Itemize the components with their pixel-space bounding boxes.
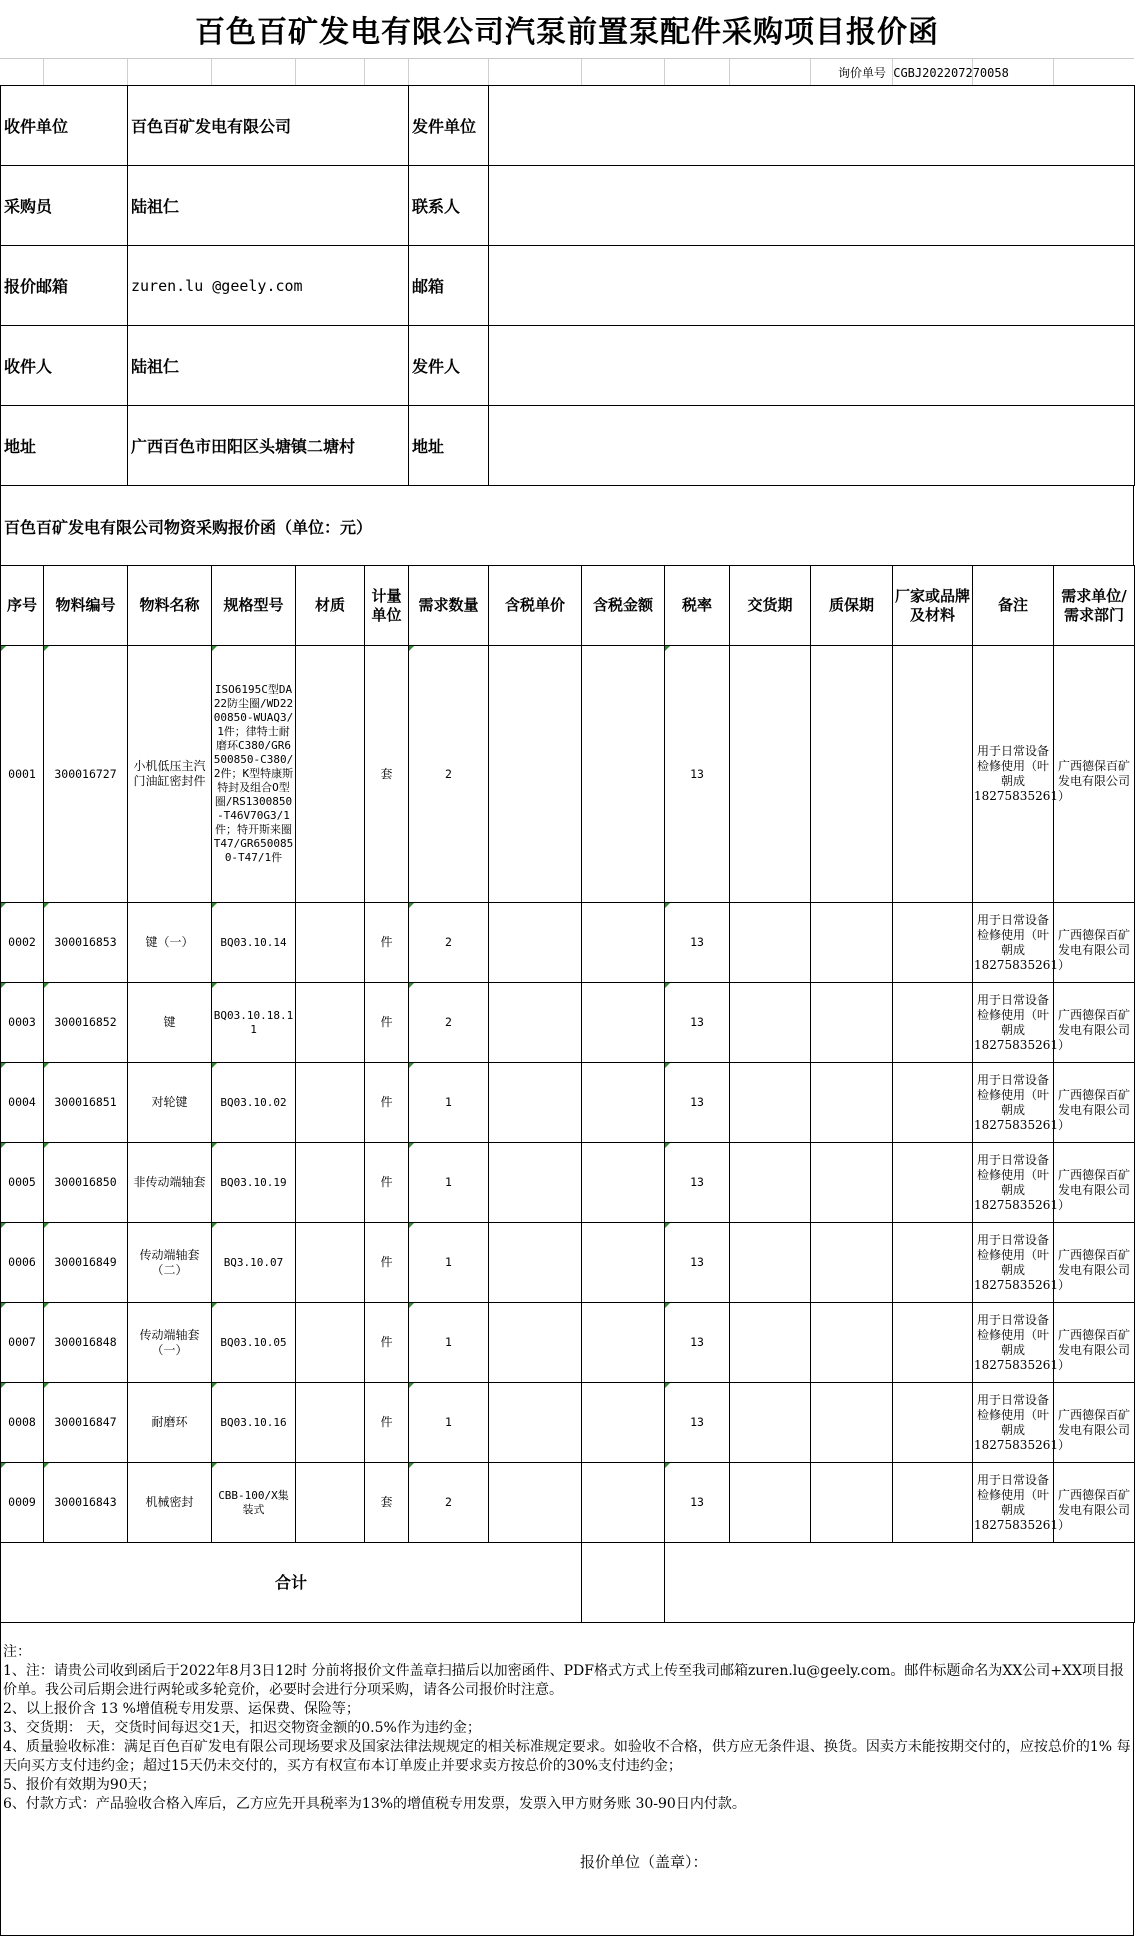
row-qty: 1 — [409, 1303, 489, 1383]
row-no: 0009 — [1, 1463, 44, 1543]
row-name: 键 — [128, 983, 212, 1063]
row-name: 非传动端轴套 — [128, 1143, 212, 1223]
row-unit: 套 — [365, 1463, 409, 1543]
col-header-tax: 税率 — [665, 566, 730, 646]
row-tax: 13 — [665, 983, 730, 1063]
row-amount[interactable] — [582, 1303, 665, 1383]
row-material[interactable] — [296, 1223, 365, 1303]
grid-line — [295, 59, 296, 85]
row-warranty[interactable] — [811, 1223, 893, 1303]
email-value[interactable] — [489, 246, 1135, 326]
row-no: 0006 — [1, 1223, 44, 1303]
table-header-row — [1, 566, 1135, 646]
row-remark: 用于日常设备检修使用（叶朝成18275835261） — [973, 1303, 1054, 1383]
grid-line — [488, 59, 489, 85]
row-material[interactable] — [296, 1463, 365, 1543]
row-spec: CBB-100/X集装式 — [212, 1463, 296, 1543]
row-tax: 13 — [665, 1303, 730, 1383]
row-remark: 用于日常设备检修使用（叶朝成18275835261） — [973, 1463, 1054, 1543]
row-amount[interactable] — [582, 1063, 665, 1143]
row-delivery[interactable] — [730, 1063, 811, 1143]
row-warranty[interactable] — [811, 903, 893, 983]
row-price[interactable] — [489, 1063, 582, 1143]
row-warranty[interactable] — [811, 646, 893, 903]
table-row — [1, 1303, 1135, 1383]
row-remark: 用于日常设备检修使用（叶朝成18275835261） — [973, 1063, 1054, 1143]
row-brand[interactable] — [893, 903, 973, 983]
row-unit: 件 — [365, 903, 409, 983]
row-price[interactable] — [489, 1223, 582, 1303]
row-price[interactable] — [489, 1383, 582, 1463]
address-value[interactable]: 广西百色市田阳区头塘镇二塘村 — [128, 406, 409, 486]
row-unit: 件 — [365, 1143, 409, 1223]
row-price[interactable] — [489, 903, 582, 983]
row-unit: 套 — [365, 646, 409, 903]
row-name: 传动端轴套（一） — [128, 1303, 212, 1383]
grid-line — [364, 59, 365, 85]
row-tax: 13 — [665, 1463, 730, 1543]
row-material[interactable] — [296, 1383, 365, 1463]
info-row — [1, 86, 1135, 166]
row-warranty[interactable] — [811, 1383, 893, 1463]
row-qty: 2 — [409, 903, 489, 983]
sender-unit-label: 发件单位 — [409, 86, 489, 166]
terms-notes — [0, 1623, 1134, 1936]
row-spec: BQ03.10.02 — [212, 1063, 296, 1143]
row-delivery[interactable] — [730, 646, 811, 903]
info-row — [1, 326, 1135, 406]
row-delivery[interactable] — [730, 1383, 811, 1463]
table-row — [1, 903, 1135, 983]
row-material[interactable] — [296, 1143, 365, 1223]
grid-line — [729, 59, 730, 85]
sender-unit-value[interactable] — [489, 86, 1135, 166]
receiver-unit-label: 收件单位 — [1, 86, 128, 166]
row-code: 300016727 — [44, 646, 128, 903]
col-header-no: 序号 — [1, 566, 44, 646]
row-price[interactable] — [489, 983, 582, 1063]
row-brand[interactable] — [893, 1223, 973, 1303]
row-material[interactable] — [296, 983, 365, 1063]
row-amount[interactable] — [582, 1223, 665, 1303]
row-code: 300016843 — [44, 1463, 128, 1543]
table-row — [1, 983, 1135, 1063]
grid-line — [581, 59, 582, 85]
row-code: 300016847 — [44, 1383, 128, 1463]
row-name: 耐磨环 — [128, 1383, 212, 1463]
row-brand[interactable] — [893, 1303, 973, 1383]
row-qty: 1 — [409, 1383, 489, 1463]
row-code: 300016853 — [44, 903, 128, 983]
row-code: 300016848 — [44, 1303, 128, 1383]
row-dept: 广西德保百矿发电有限公司 — [1054, 1223, 1135, 1303]
col-header-brand: 厂家或品牌及材料 — [893, 566, 973, 646]
row-name: 键（一） — [128, 903, 212, 983]
row-dept: 广西德保百矿发电有限公司 — [1054, 1063, 1135, 1143]
section-subtitle-row — [0, 485, 1134, 565]
row-dept: 广西德保百矿发电有限公司 — [1054, 903, 1135, 983]
row-delivery[interactable] — [730, 903, 811, 983]
total-amount[interactable] — [582, 1543, 665, 1623]
row-dept: 广西德保百矿发电有限公司 — [1054, 983, 1135, 1063]
row-amount[interactable] — [582, 1463, 665, 1543]
row-no: 0001 — [1, 646, 44, 903]
row-tax: 13 — [665, 903, 730, 983]
grid-line — [408, 59, 409, 85]
note-line-2: 2、以上报价含 13 %增值税专用发票、运保费、保险等； — [3, 1701, 360, 1717]
buyer-label: 采购员 — [1, 166, 128, 246]
row-code: 300016850 — [44, 1143, 128, 1223]
note-line-4: 4、质量验收标准：满足百色百矿发电有限公司现场要求及国家法律法规规定的相关标准规定要求。如验收不合格，供方应无条件退、换货。因卖方未能按期交付的，应按总价的1% 每天向买方支付违约金；超过15天仍未交付的，买方有权宣布本订单废止并要求卖方按总价的30%支付违约金； — [3, 1739, 1131, 1774]
row-qty: 1 — [409, 1063, 489, 1143]
items-table — [0, 565, 1135, 1623]
table-row — [1, 1223, 1135, 1303]
row-name: 机械密封 — [128, 1463, 212, 1543]
recipient-value[interactable]: 陆祖仁 — [128, 326, 409, 406]
col-header-qty: 需求数量 — [409, 566, 489, 646]
row-code: 300016852 — [44, 983, 128, 1063]
grid-line — [127, 59, 128, 85]
row-brand[interactable] — [893, 1463, 973, 1543]
contact-label: 联系人 — [409, 166, 489, 246]
row-material[interactable] — [296, 903, 365, 983]
row-qty: 1 — [409, 1223, 489, 1303]
row-material[interactable] — [296, 1063, 365, 1143]
row-dept: 广西德保百矿发电有限公司 — [1054, 646, 1135, 903]
row-amount[interactable] — [582, 1143, 665, 1223]
row-unit: 件 — [365, 1063, 409, 1143]
quote-email-value[interactable]: zuren.lu @geely.com — [128, 246, 409, 326]
row-qty: 2 — [409, 1463, 489, 1543]
row-delivery[interactable] — [730, 1143, 811, 1223]
row-brand[interactable] — [893, 983, 973, 1063]
row-unit: 件 — [365, 1303, 409, 1383]
table-row — [1, 1063, 1135, 1143]
col-header-spec: 规格型号 — [212, 566, 296, 646]
row-remark: 用于日常设备检修使用（叶朝成18275835261） — [973, 903, 1054, 983]
notes-heading: 注： — [3, 1644, 31, 1660]
row-tax: 13 — [665, 1143, 730, 1223]
row-brand[interactable] — [893, 1063, 973, 1143]
row-material[interactable] — [296, 646, 365, 903]
row-amount[interactable] — [582, 983, 665, 1063]
note-line-6: 6、付款方式：产品验收合格入库后，乙方应先开具税率为13%的增值税专用发票，发票入甲方财务账 30-90日内付款。 — [3, 1796, 746, 1812]
row-remark: 用于日常设备检修使用（叶朝成18275835261） — [973, 1143, 1054, 1223]
sender-value[interactable] — [489, 326, 1135, 406]
receiver-unit-value[interactable]: 百色百矿发电有限公司 — [128, 86, 409, 166]
row-delivery[interactable] — [730, 983, 811, 1063]
row-price[interactable] — [489, 646, 582, 903]
row-amount[interactable] — [582, 903, 665, 983]
row-remark: 用于日常设备检修使用（叶朝成18275835261） — [973, 646, 1054, 903]
table-row — [1, 1143, 1135, 1223]
row-spec: BQ3.10.07 — [212, 1223, 296, 1303]
row-qty: 1 — [409, 1143, 489, 1223]
section-subtitle: 百色百矿发电有限公司物资采购报价函（单位：元） — [4, 518, 373, 537]
col-header-delivery: 交货期 — [730, 566, 811, 646]
row-code: 300016851 — [44, 1063, 128, 1143]
row-spec: BQ03.10.05 — [212, 1303, 296, 1383]
row-remark: 用于日常设备检修使用（叶朝成18275835261） — [973, 1223, 1054, 1303]
row-qty: 2 — [409, 983, 489, 1063]
row-name: 传动端轴套（二） — [128, 1223, 212, 1303]
col-header-warranty: 质保期 — [811, 566, 893, 646]
row-warranty[interactable] — [811, 1063, 893, 1143]
row-remark: 用于日常设备检修使用（叶朝成18275835261） — [973, 983, 1054, 1063]
col-header-amount: 含税金额 — [582, 566, 665, 646]
document-title: 百色百矿发电有限公司汽泵前置泵配件采购项目报价函 — [0, 0, 1134, 59]
row-code: 300016849 — [44, 1223, 128, 1303]
row-dept: 广西德保百矿发电有限公司 — [1054, 1303, 1135, 1383]
row-no: 0003 — [1, 983, 44, 1063]
table-row — [1, 646, 1135, 903]
row-spec: BQ03.10.18.11 — [212, 983, 296, 1063]
recipient-label: 收件人 — [1, 326, 128, 406]
buyer-value[interactable]: 陆祖仁 — [128, 166, 409, 246]
row-delivery[interactable] — [730, 1463, 811, 1543]
inquiry-row — [0, 59, 1134, 86]
info-row — [1, 406, 1135, 486]
row-amount[interactable] — [582, 1383, 665, 1463]
row-tax: 13 — [665, 1063, 730, 1143]
col-header-unit: 计量单位 — [365, 566, 409, 646]
col-header-name: 物料名称 — [128, 566, 212, 646]
row-spec: ISO6195C型DA22防尘圈/WD2200850-WUAQ3/1件；律特士耐磨环C380/GR6500850-C380/2件；K型特康斯特封及组合O型圈/RS1300850-T46V70G3/1件；特开斯来圈T47/GR6500850-T47/1件 — [212, 646, 296, 903]
sender-label: 发件人 — [409, 326, 489, 406]
row-brand[interactable] — [893, 646, 973, 903]
row-warranty[interactable] — [811, 1303, 893, 1383]
address2-value[interactable] — [489, 406, 1135, 486]
total-label: 合计 — [1, 1543, 582, 1623]
row-no: 0004 — [1, 1063, 44, 1143]
row-spec: BQ03.10.16 — [212, 1383, 296, 1463]
row-spec: BQ03.10.14 — [212, 903, 296, 983]
grid-line — [43, 59, 44, 85]
row-no: 0007 — [1, 1303, 44, 1383]
row-tax: 13 — [665, 646, 730, 903]
grid-line — [810, 59, 811, 85]
note-line-1: 1、注：请贵公司收到函后于2022年8月3日12时 分前将报价文件盖章扫描后以加密函件、PDF格式方式上传至我司邮箱zuren.lu@geely.com。邮件标题命名为XX公司+XX项目报价单。我公司后期会进行两轮或多轮竞价，必要时会进行分项采购，请各公司报价时注意。 — [3, 1663, 1124, 1698]
row-warranty[interactable] — [811, 1463, 893, 1543]
row-warranty[interactable] — [811, 1143, 893, 1223]
header-info-table — [0, 85, 1135, 486]
row-delivery[interactable] — [730, 1223, 811, 1303]
grid-line — [211, 59, 212, 85]
row-no: 0008 — [1, 1383, 44, 1463]
note-line-3: 3、交货期： 天，交货时间每迟交1天，扣迟交物资金额的0.5%作为违约金； — [3, 1720, 481, 1736]
row-dept: 广西德保百矿发电有限公司 — [1054, 1383, 1135, 1463]
row-material[interactable] — [296, 1303, 365, 1383]
quote-email-label: 报价邮箱 — [1, 246, 128, 326]
info-row — [1, 166, 1135, 246]
col-header-material: 材质 — [296, 566, 365, 646]
row-spec: BQ03.10.19 — [212, 1143, 296, 1223]
row-price[interactable] — [489, 1143, 582, 1223]
note-line-5: 5、报价有效期为90天； — [3, 1777, 156, 1793]
row-dept: 广西德保百矿发电有限公司 — [1054, 1463, 1135, 1543]
row-unit: 件 — [365, 1223, 409, 1303]
row-name: 对轮键 — [128, 1063, 212, 1143]
row-remark: 用于日常设备检修使用（叶朝成18275835261） — [973, 1383, 1054, 1463]
email-label: 邮箱 — [409, 246, 489, 326]
total-row — [1, 1543, 1135, 1623]
row-amount[interactable] — [582, 646, 665, 903]
col-header-code: 物料编号 — [44, 566, 128, 646]
row-unit: 件 — [365, 1383, 409, 1463]
table-row — [1, 1463, 1135, 1543]
grid-line — [664, 59, 665, 85]
row-warranty[interactable] — [811, 983, 893, 1063]
row-no: 0002 — [1, 903, 44, 983]
address2-label: 地址 — [409, 406, 489, 486]
row-price[interactable] — [489, 1463, 582, 1543]
row-delivery[interactable] — [730, 1303, 811, 1383]
row-tax: 13 — [665, 1383, 730, 1463]
row-brand[interactable] — [893, 1383, 973, 1463]
col-header-price: 含税单价 — [489, 566, 582, 646]
row-price[interactable] — [489, 1303, 582, 1383]
inquiry-number: 询价单号 CGBJ202207270058 — [838, 66, 1009, 80]
row-qty: 2 — [409, 646, 489, 903]
row-no: 0005 — [1, 1143, 44, 1223]
contact-value[interactable] — [489, 166, 1135, 246]
row-dept: 广西德保百矿发电有限公司 — [1054, 1143, 1135, 1223]
info-row — [1, 246, 1135, 326]
row-brand[interactable] — [893, 1143, 973, 1223]
col-header-remark: 备注 — [973, 566, 1054, 646]
total-filler — [665, 1543, 1135, 1623]
row-unit: 件 — [365, 983, 409, 1063]
address-label: 地址 — [1, 406, 128, 486]
table-row — [1, 1383, 1135, 1463]
quoting-unit-stamp-label: 报价单位（盖章）： — [580, 1853, 708, 1871]
grid-line — [1053, 59, 1054, 85]
row-tax: 13 — [665, 1223, 730, 1303]
col-header-dept: 需求单位/需求部门 — [1054, 566, 1135, 646]
row-name: 小机低压主汽门油缸密封件 — [128, 646, 212, 903]
